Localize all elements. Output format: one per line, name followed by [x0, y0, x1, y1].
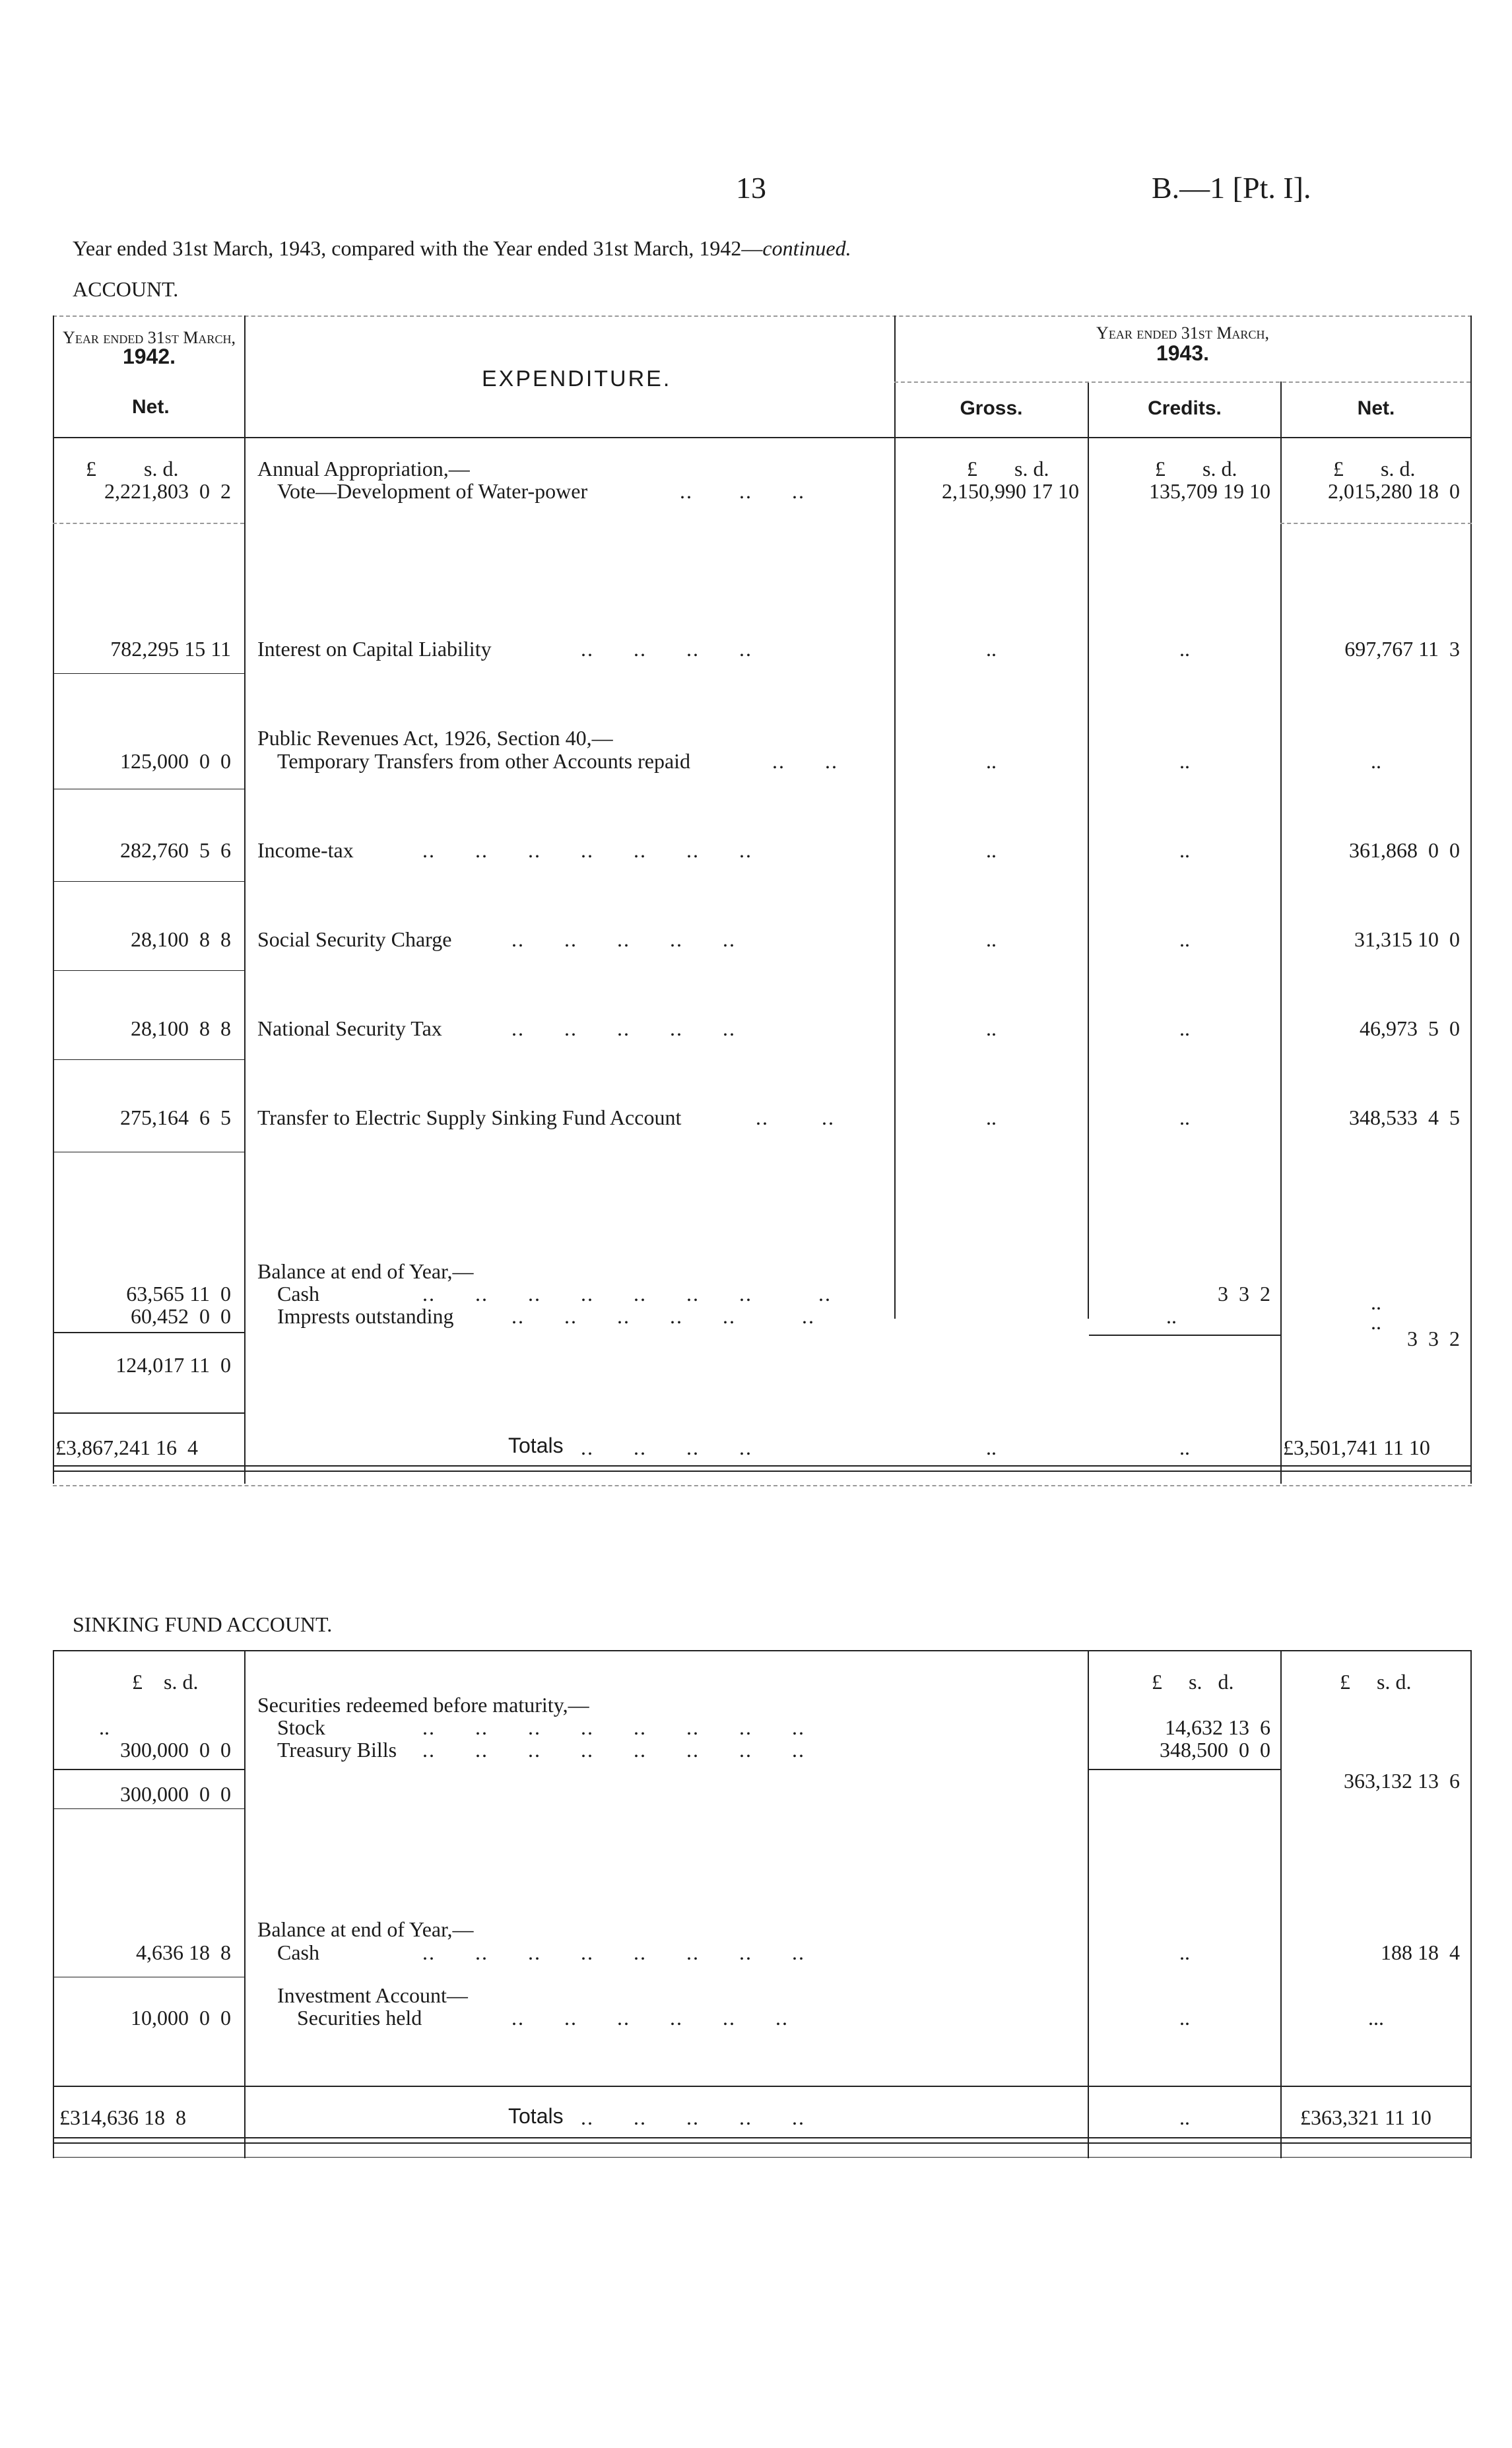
net-securities-held-value: ...	[1368, 2006, 1384, 2030]
imprests-label: Imprests outstanding	[277, 1304, 454, 1328]
prev-year-number: 1942.	[122, 345, 176, 368]
prev-year-label: Year ended 31st March,	[63, 328, 236, 347]
pence-label: d.	[182, 1670, 199, 1694]
page-subtitle	[73, 236, 851, 261]
net-imprests-value: ..	[1371, 1310, 1381, 1334]
currency-units-prev	[86, 457, 178, 481]
page-number: 13	[736, 171, 766, 205]
prev-year-header	[54, 329, 244, 366]
credits-value: ..	[1179, 1106, 1190, 1129]
sf-prev-total: £314,636 18 8	[59, 2105, 186, 2129]
sf-balance-label: Balance at end of Year,—	[257, 1917, 474, 1941]
currency-units-net	[1333, 457, 1415, 481]
prev-bills-value: 300,000 0 0	[120, 1738, 231, 1762]
net-value: 31,315 10 0	[1354, 927, 1460, 951]
net-value: 697,767 11 3	[1344, 637, 1460, 661]
net-cash-value: ..	[1371, 1290, 1381, 1314]
pound-label: £	[1333, 457, 1344, 480]
net-balance-total: 3 3 2	[1407, 1327, 1460, 1350]
credits-cash-value: 3 3 2	[1218, 1282, 1270, 1306]
currency-units-credits	[1155, 457, 1237, 481]
page-reference: B.—1 [Pt. I].	[1152, 171, 1311, 205]
sf-currency-mid	[1152, 1670, 1233, 1694]
net-value: ..	[1371, 749, 1381, 773]
prev-cash-value: 63,565 11 0	[126, 1282, 231, 1306]
leader-dots: .. ..	[756, 1106, 835, 1129]
shilling-label: s.	[1014, 457, 1028, 480]
leader-dots: .. .. .. .. .. .. .. ..	[422, 1282, 832, 1306]
mid-cash-value: ..	[1179, 1940, 1190, 1964]
prev-net-value: 28,100 8 8	[131, 927, 231, 951]
securities-label: Securities redeemed before maturity,—	[257, 1693, 589, 1717]
cash-label: Cash	[277, 1282, 319, 1306]
mid-stock-value: 14,632 13 6	[1165, 1715, 1270, 1739]
totals-label: Totals	[508, 1434, 564, 1457]
pound-label: £	[1340, 1670, 1350, 1694]
shilling-label: s.	[164, 1670, 178, 1694]
mid-bills-value: 348,500 0 0	[1160, 1738, 1270, 1762]
row-label: Interest on Capital Liability	[257, 637, 492, 661]
gross-value: ..	[986, 749, 997, 773]
leader-dots: .. .. .. ..	[581, 1436, 752, 1459]
pound-label: £	[86, 457, 96, 480]
leader-dots: .. .. .. .. .. ..	[511, 2006, 789, 2030]
prev-securities-value: 10,000 0 0	[131, 2006, 231, 2030]
prev-net-value: 782,295 15 11	[110, 637, 231, 661]
net-value: 46,973 5 0	[1360, 1016, 1460, 1040]
leader-dots: .. .. .. .. .. .. .. ..	[422, 1940, 805, 1964]
sinking-fund-title: SINKING FUND ACCOUNT.	[73, 1612, 333, 1636]
pence-label: d.	[1221, 457, 1237, 480]
cur-year-number: 1943.	[1156, 341, 1210, 365]
prev-net-value: 28,100 8 8	[131, 1016, 231, 1040]
gross-value: ..	[986, 1016, 997, 1040]
prev-net-value: 125,000 0 0	[120, 749, 231, 773]
stock-label: Stock	[277, 1715, 325, 1739]
sf-currency-prev	[132, 1670, 198, 1694]
prev-balance-total: 124,017 11 0	[115, 1353, 231, 1377]
credits-value: ..	[1179, 838, 1190, 862]
credits-imprests-value: ..	[1166, 1304, 1177, 1328]
leader-dots: .. .. .. .. .. .. .. ..	[422, 1738, 805, 1762]
credits-header: Credits.	[1148, 397, 1222, 419]
pound-label: £	[1152, 1670, 1162, 1694]
gross-total: ..	[986, 1436, 997, 1459]
shilling-label: s.	[1189, 1670, 1202, 1694]
net-total: £3,501,741 11 10	[1283, 1436, 1430, 1459]
pound-label: £	[967, 457, 977, 480]
pence-label: d.	[1033, 457, 1049, 480]
page-subtitle-continued: continued.	[762, 236, 851, 260]
row-label: Social Security Charge	[257, 927, 452, 951]
sf-totals-label: Totals	[508, 2104, 564, 2128]
expenditure-title: EXPENDITURE.	[482, 366, 672, 391]
credits-value: ..	[1179, 637, 1190, 661]
pence-label: d.	[162, 457, 179, 480]
pence-label: d.	[1218, 1670, 1234, 1694]
row-label: National Security Tax	[257, 1016, 442, 1040]
balance-label: Balance at end of Year,—	[257, 1259, 474, 1283]
net-header: Net.	[1357, 397, 1395, 419]
leader-dots: .. .. ..	[680, 479, 805, 503]
gross-value: ..	[986, 838, 997, 862]
currency-units-gross	[967, 457, 1049, 481]
prev-imprests-value: 60,452 0 0	[131, 1304, 231, 1328]
net-value: 348,533 4 5	[1349, 1106, 1460, 1129]
row-label: Temporary Transfers from other Accounts repaid	[277, 749, 691, 773]
shilling-label: s.	[144, 457, 158, 480]
net-cash-value: 188 18 4	[1381, 1940, 1460, 1964]
row-label: Transfer to Electric Supply Sinking Fund Account	[257, 1106, 682, 1129]
credits-value: 135,709 19 10	[1149, 479, 1270, 503]
prev-stock-value: ..	[99, 1715, 110, 1739]
prev-securities-total: 300,000 0 0	[120, 1782, 231, 1806]
prev-total: £3,867,241 16 4	[55, 1436, 198, 1459]
pound-label: £	[132, 1670, 143, 1694]
credits-value: ..	[1179, 749, 1190, 773]
credits-value: ..	[1179, 1016, 1190, 1040]
row-label: Annual Appropriation,—	[257, 457, 470, 480]
leader-dots: .. .. .. .. ..	[511, 1016, 736, 1040]
sf-mid-total: ..	[1179, 2105, 1190, 2129]
pound-label: £	[1155, 457, 1166, 480]
leader-dots: .. .. .. .. .. .. .. ..	[422, 1715, 805, 1739]
net-value: 2,015,280 18 0	[1328, 479, 1460, 503]
leader-dots: .. .. .. ..	[581, 637, 752, 661]
leader-dots: .. .. .. .. ..	[581, 2105, 805, 2129]
row-label: Vote—Development of Water-power	[277, 479, 588, 503]
gross-value: ..	[986, 927, 997, 951]
shilling-label: s.	[1381, 457, 1395, 480]
pence-label: d.	[1399, 457, 1416, 480]
row-label: Public Revenues Act, 1926, Section 40,—	[257, 726, 613, 750]
prev-net-header: Net.	[132, 396, 170, 418]
gross-value: ..	[986, 637, 997, 661]
treasury-bills-label: Treasury Bills	[277, 1738, 397, 1762]
investment-account-label: Investment Account—	[277, 1983, 468, 2007]
pence-label: d.	[1395, 1670, 1412, 1694]
cur-year-label: Year ended 31st March,	[1096, 323, 1269, 343]
credits-total: ..	[1179, 1436, 1190, 1459]
prev-net-value: 275,164 6 5	[120, 1106, 231, 1129]
sf-net-total: £363,321 11 10	[1300, 2105, 1431, 2129]
mid-securities-value: ..	[1179, 2006, 1190, 2030]
page-subtitle-main: Year ended 31st March, 1943, compared with the Year ended 31st March, 1942—	[73, 236, 763, 260]
cur-year-header	[896, 323, 1470, 363]
sf-cash-label: Cash	[277, 1940, 319, 1964]
net-securities-value: 363,132 13 6	[1344, 1769, 1460, 1793]
net-value: 361,868 0 0	[1349, 838, 1460, 862]
sf-currency-net	[1340, 1670, 1411, 1694]
prev-cash-value: 4,636 18 8	[136, 1940, 231, 1964]
shilling-label: s.	[1202, 457, 1216, 480]
row-label: Income-tax	[257, 838, 354, 862]
prev-net-value: 2,221,803 0 2	[104, 479, 231, 503]
leader-dots: .. .. .. .. .. ..	[511, 1304, 815, 1328]
gross-value: ..	[986, 1106, 997, 1129]
gross-header: Gross.	[960, 397, 1023, 419]
leader-dots: .. .. .. .. .. .. ..	[422, 838, 752, 862]
leader-dots: .. .. .. .. ..	[511, 927, 736, 951]
shilling-label: s.	[1377, 1670, 1391, 1694]
prev-net-value: 282,760 5 6	[120, 838, 231, 862]
gross-value: 2,150,990 17 10	[942, 479, 1079, 503]
leader-dots: .. ..	[772, 749, 838, 773]
securities-held-label: Securities held	[297, 2006, 422, 2030]
credits-value: ..	[1179, 927, 1190, 951]
account-heading: ACCOUNT.	[73, 277, 179, 301]
